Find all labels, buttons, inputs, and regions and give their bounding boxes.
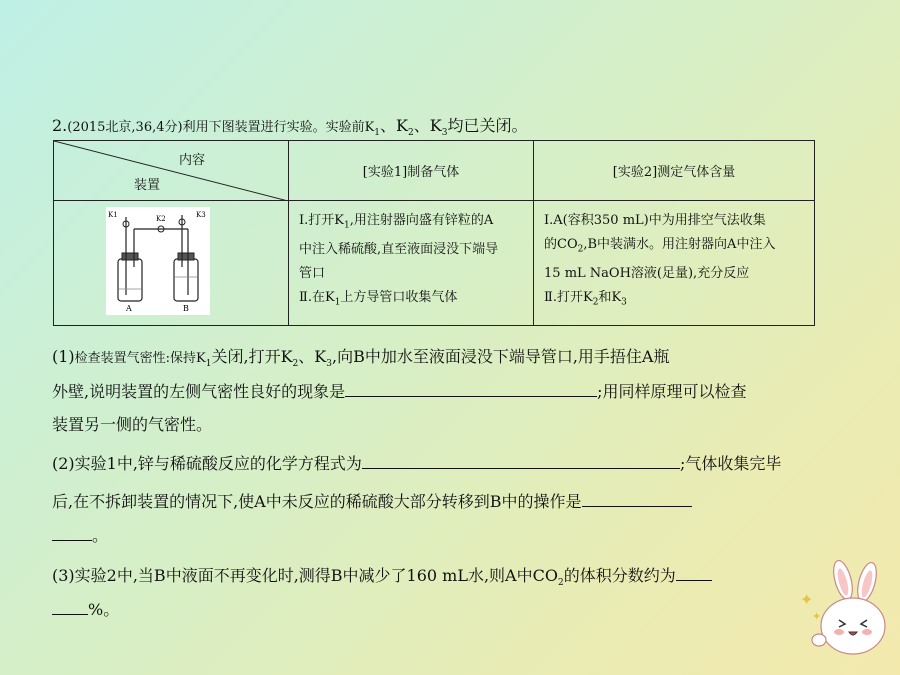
header-apparatus-label: 装置 [134,178,161,193]
star-icon-small: ✦ [812,610,822,623]
star-icon: ✦ [800,590,814,609]
label-a: A [126,304,132,313]
q2-line3: 。 [52,524,108,547]
header-content-label: 内容 [179,153,206,168]
experiment-table [53,140,815,326]
q1-line2: 外壁,说明装置的左侧气密性良好的现象是 ;用同样原理可以检查 [52,382,747,401]
q1-line1: (1)检查装置气密性:保持$K_1$关闭,打开$K_2$、$K_3$,向B中加水至液面浸没下端导管口,用手捂住A瓶 [52,347,670,370]
apparatus-diagram [106,207,210,315]
exp2-header: [实验2]测定气体含量 [534,141,815,201]
question-source: (2015北京,36,4分) [67,120,183,135]
question-number: 2. [52,116,68,135]
diagonal-line [54,141,288,201]
exp2-steps: Ⅰ.A(容积350 mL)中为用排空气法收集 的$CO_2,B$中装满水。用注射器向A中注入 15 mL NaOH溶液(足量),充分反应 Ⅱ.打开$K_2$和$K_3$ [534,201,815,326]
q3-line1: (3)实验2中,当B中液面不再变化时,测得B中减少了160 mL水,则A中$CO_2$的体积分数约为 [52,564,712,594]
q2-equation-blank[interactable] [362,452,680,469]
q3-line2: %。 [52,598,119,621]
q2-line1: (2)实验1中,锌与稀硫酸反应的化学方程式为 ;气体收集完毕 [52,454,782,473]
question-header: 2.(2015北京,36,4分)利用下图装置进行实验。实验前$K_1$、$K_2$、$K_3$均已关闭。 [52,116,528,139]
diagonal-header-cell [54,141,289,201]
exp1-steps: Ⅰ.打开$K_1$,用注射器向盛有锌粒的A 中注入稀硫酸,直至液面浸没下端导 管口 Ⅱ.在$K_1$上方导管口收集气体 [289,201,534,326]
apparatus-cell [54,201,289,326]
label-k3: K3 [196,211,206,219]
q3-answer-blank[interactable] [676,564,712,581]
label-k1: K1 [108,211,118,219]
label-b: B [183,304,189,313]
q2-operation-blank[interactable] [582,490,692,507]
q1-answer-blank[interactable] [345,380,597,397]
q2-operation-blank-cont[interactable] [52,524,92,541]
q3-answer-blank-cont[interactable] [52,598,88,615]
q1-line3: 装置另一侧的气密性。 [52,415,213,434]
q2-line2: 后,在不拆卸装置的情况下,使A中未反应的稀硫酸大部分转移到B中的操作是 [52,490,692,513]
label-k2: K2 [156,215,166,223]
exp1-header: [实验1]制备气体 [289,141,534,201]
